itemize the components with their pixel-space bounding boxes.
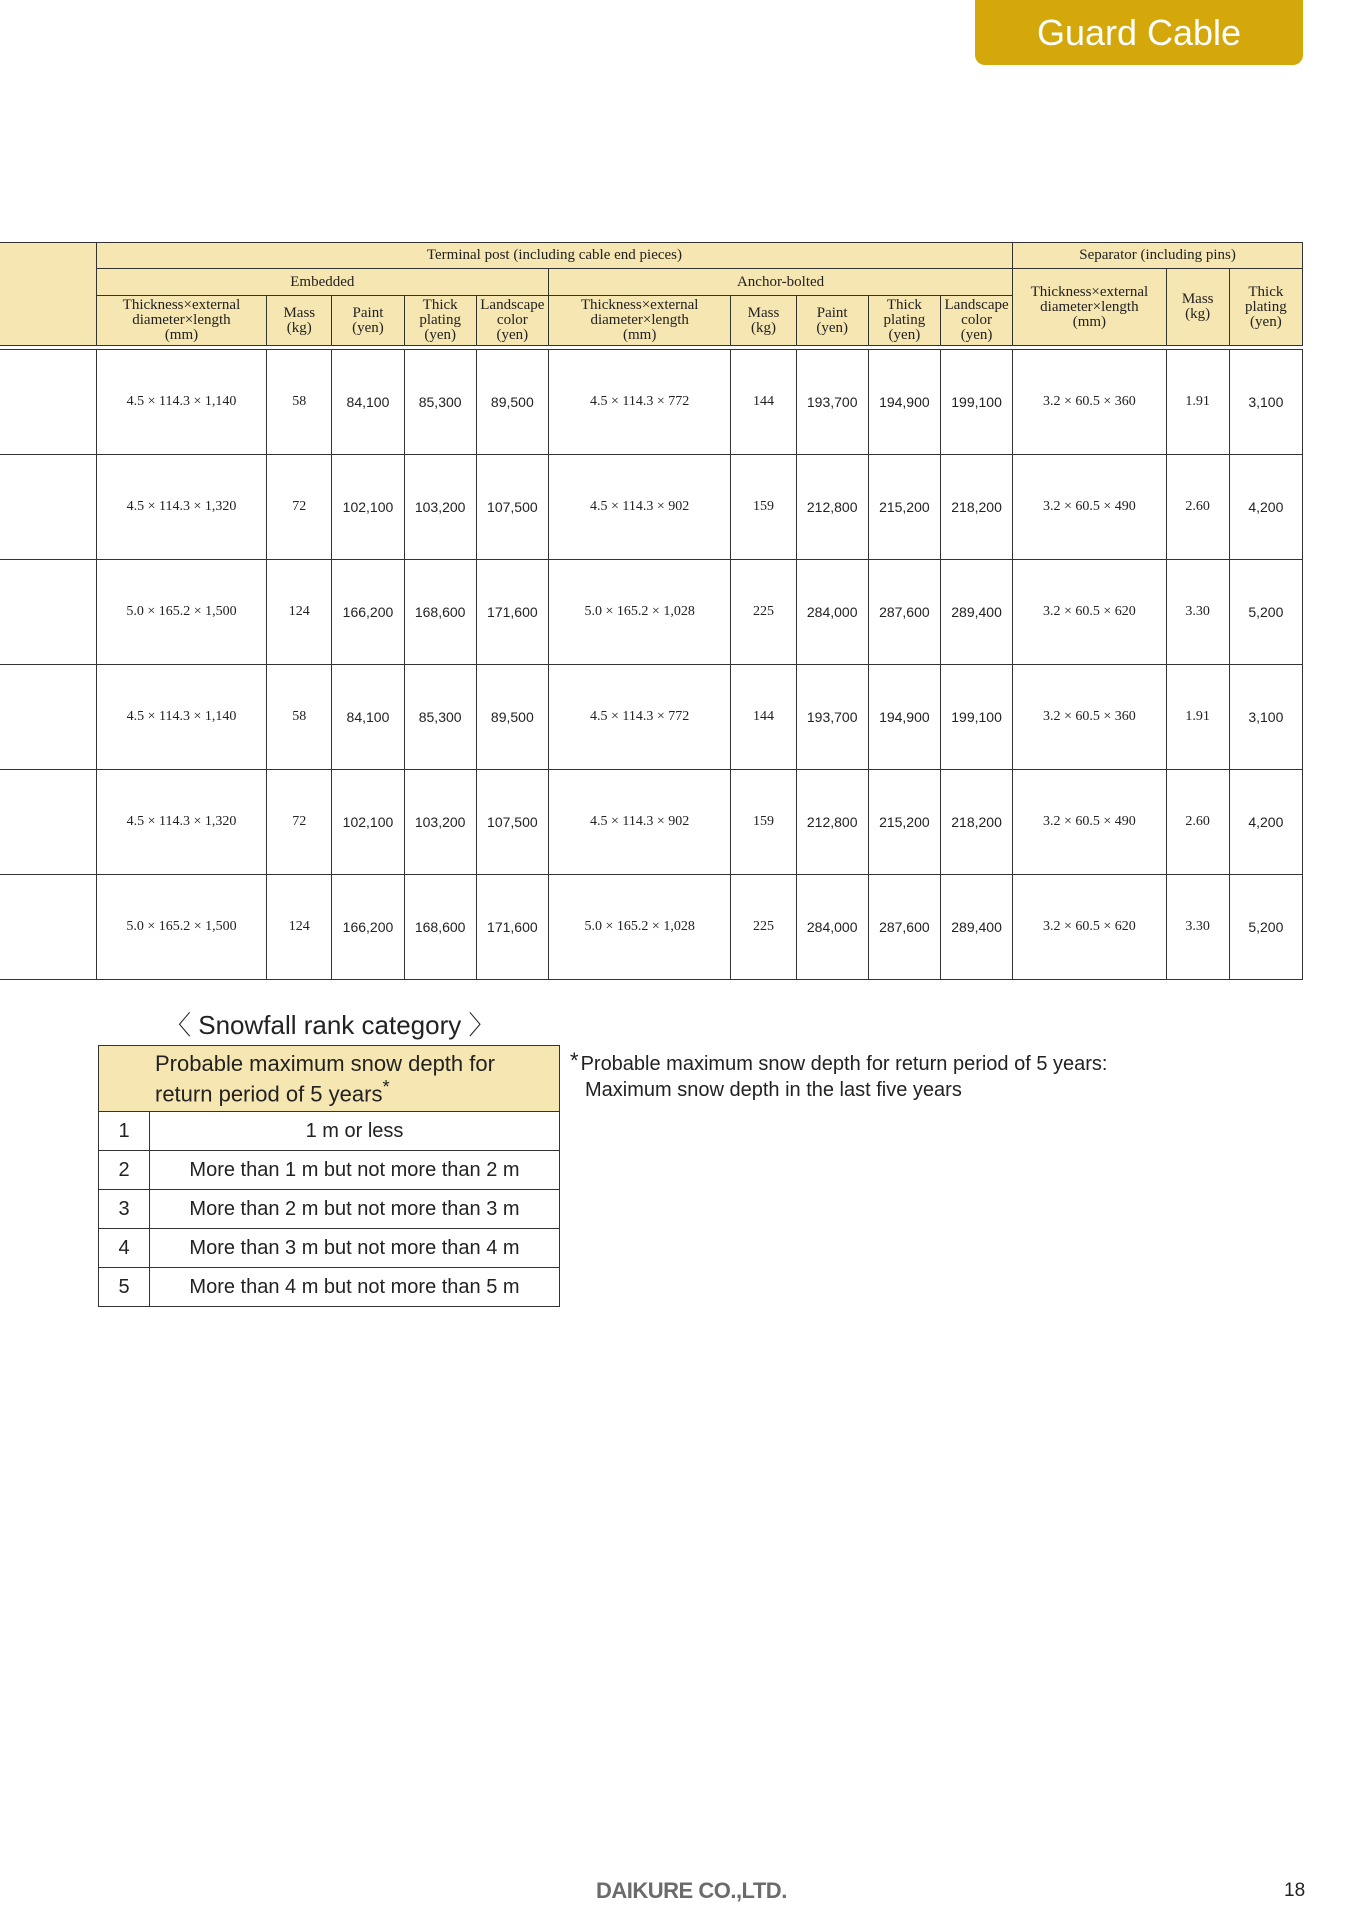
row-label-cell <box>0 665 96 770</box>
emb-dim-cell: 5.0 × 165.2 × 1,500 <box>96 560 266 665</box>
emb-thick-cell: 103,200 <box>404 770 476 875</box>
rank-number: 5 <box>99 1268 150 1307</box>
rank-description: More than 4 m but not more than 5 m <box>150 1268 560 1307</box>
emb-landscape-cell: 171,600 <box>476 875 548 980</box>
emb-paint-cell: 84,100 <box>332 665 404 770</box>
anc-thick-cell: 215,200 <box>868 455 940 560</box>
sep-thick-cell: 4,200 <box>1229 770 1302 875</box>
emb-thick-cell: 168,600 <box>404 875 476 980</box>
sep-dim-header: Thickness×external diameter×length (mm) <box>1013 269 1166 346</box>
anc-dim-cell: 4.5 × 114.3 × 772 <box>548 350 730 455</box>
row-label-cell <box>0 560 96 665</box>
emb-paint-header: Paint (yen) <box>332 296 404 346</box>
sep-mass-cell: 1.91 <box>1166 665 1229 770</box>
rank-number: 4 <box>99 1229 150 1268</box>
sep-mass-cell: 3.30 <box>1166 875 1229 980</box>
sep-dim-cell: 3.2 × 60.5 × 360 <box>1013 665 1166 770</box>
table-row <box>0 560 1303 665</box>
row-label-cell <box>0 875 96 980</box>
footnote-mark: * <box>570 1048 579 1073</box>
sep-dim-cell: 3.2 × 60.5 × 490 <box>1013 770 1166 875</box>
emb-thick-cell: 103,200 <box>404 455 476 560</box>
table-row <box>0 770 1303 875</box>
emb-dim-cell: 5.0 × 165.2 × 1,500 <box>96 875 266 980</box>
emb-mass-cell: 124 <box>267 875 332 980</box>
anc-thick-header: Thick plating (yen) <box>868 296 940 346</box>
price-table <box>0 242 1303 980</box>
anc-mass-cell: 225 <box>731 560 796 665</box>
emb-mass-cell: 124 <box>267 560 332 665</box>
anc-paint-header: Paint (yen) <box>796 296 868 346</box>
footnote <box>570 1048 1108 1103</box>
table-row <box>0 875 1303 980</box>
snowfall-table <box>98 1045 560 1307</box>
emb-dim-cell: 4.5 × 114.3 × 1,140 <box>96 350 266 455</box>
page-number: 18 <box>1284 1880 1306 1901</box>
emb-paint-cell: 102,100 <box>332 770 404 875</box>
sep-thick-cell: 3,100 <box>1229 665 1302 770</box>
rank-description: More than 1 m but not more than 2 m <box>150 1151 560 1190</box>
emb-landscape-cell: 89,500 <box>476 350 548 455</box>
anc-dim-header: Thickness×external diameter×length (mm) <box>548 296 730 346</box>
emb-thick-cell: 168,600 <box>404 560 476 665</box>
anc-dim-cell: 5.0 × 165.2 × 1,028 <box>548 875 730 980</box>
sep-dim-cell: 3.2 × 60.5 × 620 <box>1013 560 1166 665</box>
emb-mass-cell: 72 <box>267 770 332 875</box>
anc-thick-cell: 215,200 <box>868 770 940 875</box>
emb-dim-cell: 4.5 × 114.3 × 1,140 <box>96 665 266 770</box>
sep-mass-cell: 3.30 <box>1166 560 1229 665</box>
rank-description: More than 2 m but not more than 3 m <box>150 1190 560 1229</box>
anc-landscape-cell: 289,400 <box>940 560 1012 665</box>
anc-mass-cell: 225 <box>731 875 796 980</box>
row-label-cell <box>0 770 96 875</box>
emb-mass-header: Mass (kg) <box>267 296 332 346</box>
section-tab: Guard Cable <box>975 0 1303 65</box>
rank-number: 3 <box>99 1190 150 1229</box>
anc-landscape-cell: 199,100 <box>940 665 1012 770</box>
separator-header: Separator (including pins) <box>1013 243 1303 269</box>
anc-mass-cell: 144 <box>731 350 796 455</box>
sep-dim-cell: 3.2 × 60.5 × 620 <box>1013 875 1166 980</box>
emb-landscape-cell: 171,600 <box>476 560 548 665</box>
table-row <box>0 455 1303 560</box>
anc-dim-cell: 4.5 × 114.3 × 772 <box>548 665 730 770</box>
anc-thick-cell: 287,600 <box>868 875 940 980</box>
sep-dim-cell: 3.2 × 60.5 × 360 <box>1013 350 1166 455</box>
terminal-post-header: Terminal post (including cable end pieces) <box>96 243 1012 269</box>
emb-mass-cell: 58 <box>267 665 332 770</box>
table-row <box>0 665 1303 770</box>
anc-landscape-cell: 218,200 <box>940 455 1012 560</box>
footnote-line-1: Probable maximum snow depth for return period of 5 years: <box>580 1053 1108 1075</box>
blank-header-cell <box>0 243 96 346</box>
rank-description: More than 3 m but not more than 4 m <box>150 1229 560 1268</box>
anc-mass-cell: 159 <box>731 455 796 560</box>
emb-paint-cell: 102,100 <box>332 455 404 560</box>
anc-landscape-cell: 199,100 <box>940 350 1012 455</box>
emb-paint-cell: 166,200 <box>332 560 404 665</box>
anc-dim-cell: 5.0 × 165.2 × 1,028 <box>548 560 730 665</box>
sep-mass-cell: 1.91 <box>1166 350 1229 455</box>
company-name: DAIKURE CO.,LTD. <box>596 1878 787 1903</box>
row-label-cell <box>0 455 96 560</box>
sep-mass-cell: 2.60 <box>1166 455 1229 560</box>
emb-dim-cell: 4.5 × 114.3 × 1,320 <box>96 770 266 875</box>
anc-thick-cell: 194,900 <box>868 350 940 455</box>
snowfall-row <box>99 1190 560 1229</box>
emb-dim-header: Thickness×external diameter×length (mm) <box>96 296 266 346</box>
snowfall-row <box>99 1151 560 1190</box>
rank-description: 1 m or less <box>150 1112 560 1151</box>
anc-paint-cell: 193,700 <box>796 665 868 770</box>
anc-mass-cell: 159 <box>731 770 796 875</box>
anc-paint-cell: 284,000 <box>796 560 868 665</box>
table-row <box>0 350 1303 455</box>
anchor-bolted-header: Anchor-bolted <box>548 269 1012 296</box>
sep-thick-cell: 5,200 <box>1229 560 1302 665</box>
emb-landscape-header: Landscape color (yen) <box>476 296 548 346</box>
emb-thick-header: Thick plating (yen) <box>404 296 476 346</box>
sep-thick-header: Thick plating (yen) <box>1229 269 1302 346</box>
anc-landscape-cell: 289,400 <box>940 875 1012 980</box>
sep-dim-cell: 3.2 × 60.5 × 490 <box>1013 455 1166 560</box>
footnote-line-2: Maximum snow depth in the last five years <box>585 1079 962 1101</box>
emb-paint-cell: 166,200 <box>332 875 404 980</box>
emb-paint-cell: 84,100 <box>332 350 404 455</box>
sep-thick-cell: 4,200 <box>1229 455 1302 560</box>
sep-mass-cell: 2.60 <box>1166 770 1229 875</box>
sep-thick-cell: 5,200 <box>1229 875 1302 980</box>
snowfall-row <box>99 1229 560 1268</box>
anc-paint-cell: 212,800 <box>796 455 868 560</box>
snowfall-title: 〈 Snowfall rank category 〉 <box>165 1010 495 1040</box>
anc-paint-cell: 193,700 <box>796 350 868 455</box>
anc-paint-cell: 284,000 <box>796 875 868 980</box>
emb-mass-cell: 72 <box>267 455 332 560</box>
sep-mass-header: Mass (kg) <box>1166 269 1229 346</box>
anc-mass-header: Mass (kg) <box>731 296 796 346</box>
emb-thick-cell: 85,300 <box>404 665 476 770</box>
rank-number: 1 <box>99 1112 150 1151</box>
anc-dim-cell: 4.5 × 114.3 × 902 <box>548 455 730 560</box>
anc-dim-cell: 4.5 × 114.3 × 902 <box>548 770 730 875</box>
snowfall-row <box>99 1112 560 1151</box>
emb-landscape-cell: 89,500 <box>476 665 548 770</box>
anc-mass-cell: 144 <box>731 665 796 770</box>
snowfall-header: Probable maximum snow depth for return period of 5 years* <box>99 1046 560 1112</box>
anc-thick-cell: 287,600 <box>868 560 940 665</box>
emb-thick-cell: 85,300 <box>404 350 476 455</box>
sep-thick-cell: 3,100 <box>1229 350 1302 455</box>
embedded-header: Embedded <box>96 269 548 296</box>
emb-landscape-cell: 107,500 <box>476 770 548 875</box>
emb-landscape-cell: 107,500 <box>476 455 548 560</box>
emb-dim-cell: 4.5 × 114.3 × 1,320 <box>96 455 266 560</box>
anc-landscape-header: Landscape color (yen) <box>940 296 1012 346</box>
emb-mass-cell: 58 <box>267 350 332 455</box>
anc-thick-cell: 194,900 <box>868 665 940 770</box>
anc-paint-cell: 212,800 <box>796 770 868 875</box>
snowfall-row <box>99 1268 560 1307</box>
row-label-cell <box>0 350 96 455</box>
anc-landscape-cell: 218,200 <box>940 770 1012 875</box>
rank-number: 2 <box>99 1151 150 1190</box>
